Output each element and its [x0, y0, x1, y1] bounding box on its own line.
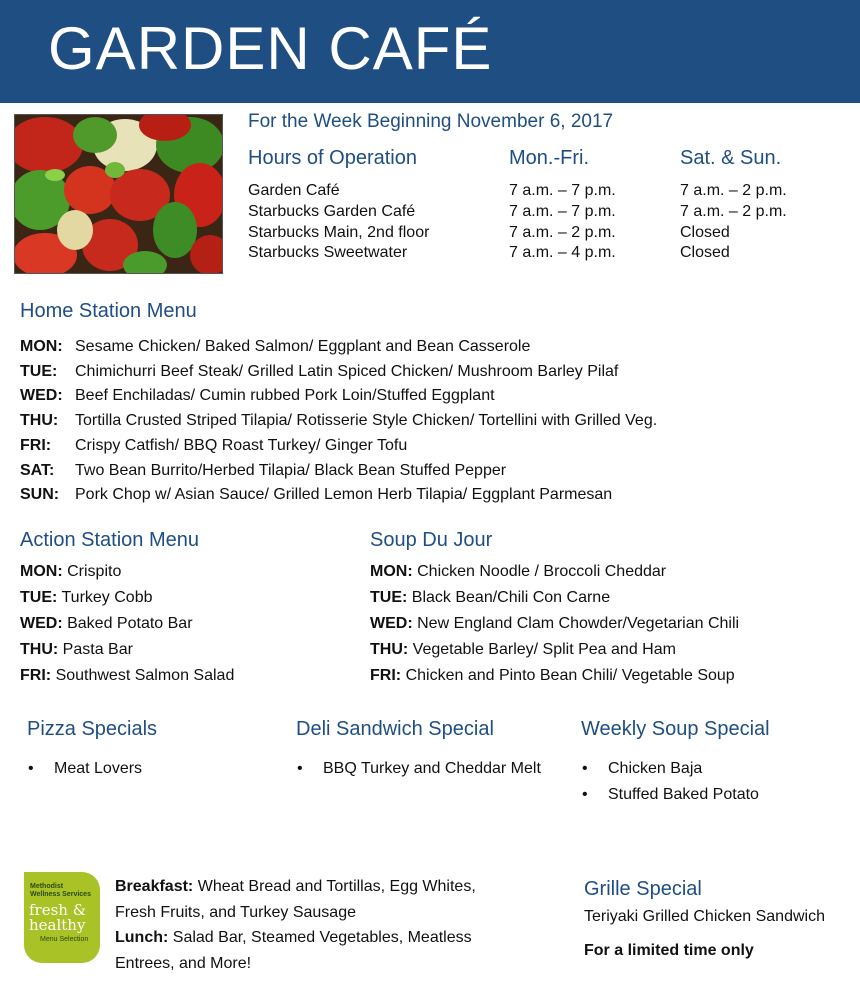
soup-du-jour-heading: Soup Du Jour [370, 529, 493, 551]
day-label: THU: [370, 641, 409, 658]
home-station-row [20, 338, 63, 356]
hours-weekday: 7 a.m. – 2 p.m. [509, 224, 616, 241]
breakfast-items-cont: Fresh Fruits, and Turkey Sausage [115, 904, 356, 921]
day-label: MON: [20, 338, 63, 355]
home-station-items: Crispy Catfish/ BBQ Roast Turkey/ Ginger Tofu [75, 437, 408, 454]
fresh-healthy-logo [24, 872, 100, 963]
action-station-item: Baked Potato Bar [67, 615, 193, 632]
soup-item: Black Bean/Chili Con Carne [411, 589, 611, 606]
day-label: MON: [20, 563, 63, 580]
home-station-row [20, 387, 63, 405]
home-station-row [20, 437, 51, 455]
soup-row [370, 667, 735, 685]
day-label: WED: [370, 615, 413, 632]
soup-item: New England Clam Chowder/Vegetarian Chili [417, 615, 740, 632]
vegetables-photo [14, 114, 223, 274]
hours-location: Starbucks Main, 2nd floor [248, 224, 430, 241]
home-station-items: Pork Chop w/ Asian Sauce/ Grilled Lemon Herb Tilapia/ Eggplant Parmesan [75, 486, 613, 503]
hours-weekday: 7 a.m. – 7 p.m. [509, 182, 616, 199]
lunch-line [115, 929, 472, 947]
action-station-item: Crispito [67, 563, 122, 580]
lunch-items-cont: Entrees, and More! [115, 955, 252, 972]
home-station-items: Two Bean Burrito/Herbed Tilapia/ Black Bean Stuffed Pepper [75, 462, 507, 479]
soup-item: Chicken Noodle / Broccoli Cheddar [417, 563, 667, 580]
action-station-item: Turkey Cobb [61, 589, 153, 606]
day-label: MON: [370, 563, 413, 580]
day-label: TUE: [370, 589, 408, 606]
action-station-row [20, 563, 121, 581]
soup-row [370, 615, 739, 633]
grille-heading: Grille Special [584, 878, 702, 900]
grille-note: For a limited time only [584, 942, 754, 959]
day-label: SUN: [20, 486, 60, 503]
hours-weekend-heading: Sat. & Sun. [680, 147, 782, 169]
day-label: THU: [20, 641, 59, 658]
action-station-heading: Action Station Menu [20, 529, 199, 551]
day-label: FRI: [370, 667, 402, 684]
day-label: TUE: [20, 363, 58, 380]
lunch-label: Lunch: [115, 929, 169, 946]
deli-item: • BBQ Turkey and Cheddar Melt [323, 760, 541, 778]
soup-item: Vegetable Barley/ Split Pea and Ham [412, 641, 676, 658]
weekly-soup-item: • Stuffed Baked Potato [608, 786, 759, 804]
home-station-items: Sesame Chicken/ Baked Salmon/ Eggplant and Bean Casserole [75, 338, 531, 355]
home-station-items: Beef Enchiladas/ Cumin rubbed Pork Loin/Stuffed Eggplant [75, 387, 495, 404]
weekly-soup-heading: Weekly Soup Special [581, 718, 770, 740]
soup-row [370, 563, 666, 581]
logo-text: Methodist Wellness Services [30, 883, 91, 898]
breakfast-line [115, 878, 476, 896]
soup-row [370, 589, 610, 607]
home-station-row [20, 412, 58, 430]
home-station-row [20, 363, 57, 381]
action-station-row [20, 667, 234, 685]
hours-location: Starbucks Garden Café [248, 203, 416, 220]
hours-location: Garden Café [248, 182, 340, 199]
hours-weekend: Closed [680, 224, 730, 241]
hours-weekend: Closed [680, 244, 730, 261]
hours-weekend: 7 a.m. – 2 p.m. [680, 203, 787, 220]
logo-wordmark: fresh & healthy [29, 901, 87, 934]
action-station-item: Pasta Bar [62, 641, 133, 658]
deli-heading: Deli Sandwich Special [296, 718, 494, 740]
page-title: GARDEN CAFÉ [48, 15, 493, 82]
day-label: WED: [20, 615, 63, 632]
day-label: FRI: [20, 667, 52, 684]
weekly-soup-item: • Chicken Baja [608, 760, 702, 778]
action-station-row [20, 589, 152, 607]
logo-caption: Menu Selection [40, 936, 89, 943]
hours-weekday: 7 a.m. – 4 p.m. [509, 244, 616, 261]
hours-weekend: 7 a.m. – 2 p.m. [680, 182, 787, 199]
home-station-heading: Home Station Menu [20, 300, 197, 322]
day-label: TUE: [20, 589, 58, 606]
day-label: FRI: [20, 437, 52, 454]
day-label: WED: [20, 387, 63, 404]
hours-heading: Hours of Operation [248, 147, 417, 169]
action-station-row [20, 615, 193, 633]
soup-item: Chicken and Pinto Bean Chili/ Vegetable Soup [405, 667, 735, 684]
hours-location: Starbucks Sweetwater [248, 244, 408, 261]
breakfast-label: Breakfast: [115, 878, 194, 895]
pizza-item: • Meat Lovers [54, 760, 142, 778]
day-label: SAT: [20, 462, 55, 479]
peppers-image [15, 115, 222, 273]
header-banner [0, 0, 860, 103]
breakfast-items: Wheat Bread and Tortillas, Egg Whites, [193, 878, 476, 895]
home-station-row [20, 462, 54, 480]
home-station-row [20, 486, 59, 504]
grille-item: Teriyaki Grilled Chicken Sandwich [584, 908, 825, 925]
hours-weekday-heading: Mon.-Fri. [509, 147, 589, 169]
action-station-row [20, 641, 133, 659]
hours-weekday: 7 a.m. – 7 p.m. [509, 203, 616, 220]
week-beginning: For the Week Beginning November 6, 2017 [248, 111, 614, 132]
pizza-heading: Pizza Specials [27, 718, 158, 740]
lunch-items: Salad Bar, Steamed Vegetables, Meatless [168, 929, 472, 946]
action-station-item: Southwest Salmon Salad [55, 667, 235, 684]
soup-row [370, 641, 676, 659]
home-station-items: Tortilla Crusted Striped Tilapia/ Rotisserie Style Chicken/ Tortellini with Grilled Veg. [75, 412, 658, 429]
home-station-items: Chimichurri Beef Steak/ Grilled Latin Spiced Chicken/ Mushroom Barley Pilaf [75, 363, 619, 380]
day-label: THU: [20, 412, 59, 429]
